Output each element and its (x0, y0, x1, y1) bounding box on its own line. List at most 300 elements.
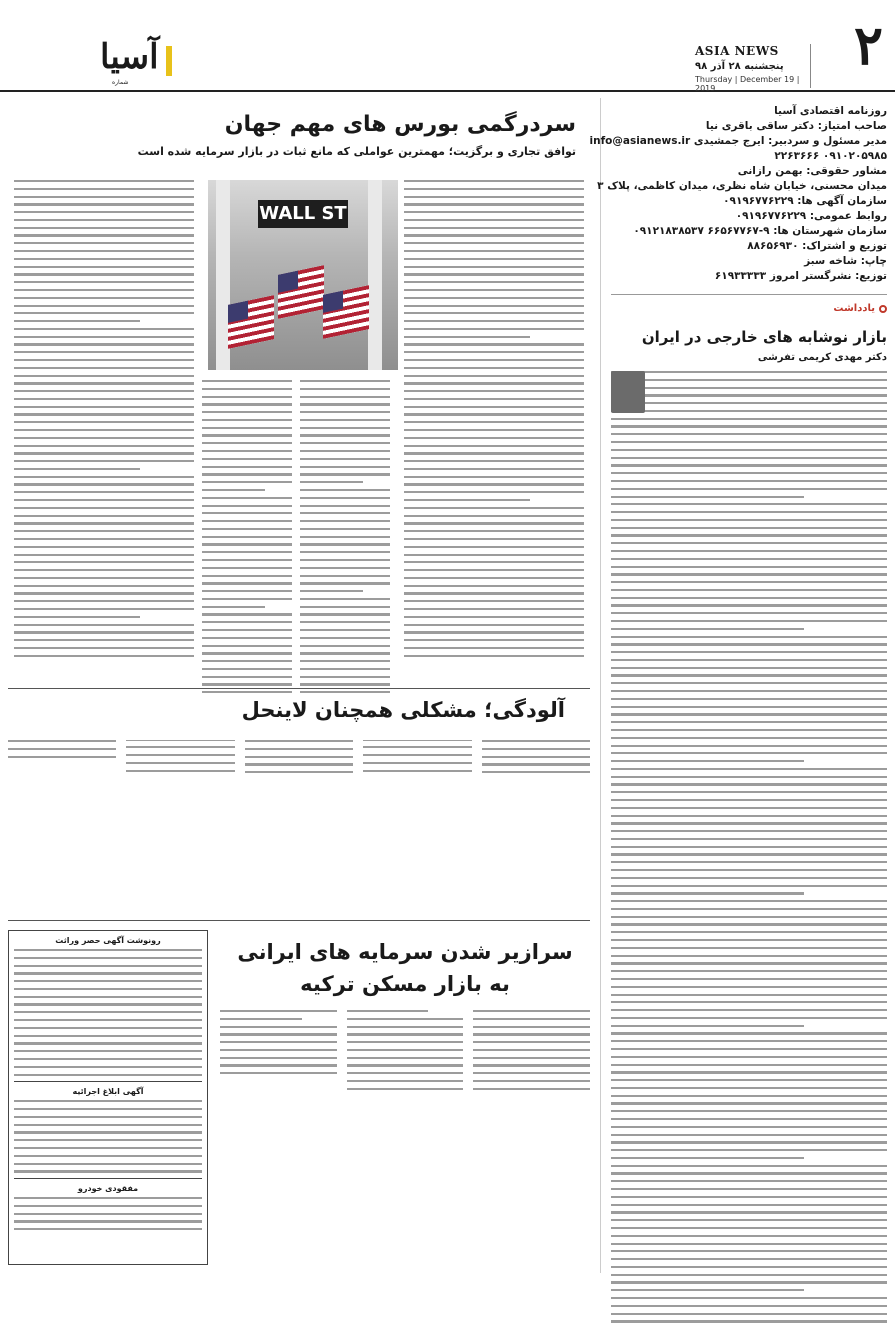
text-line (611, 1180, 887, 1182)
text-line (404, 234, 584, 236)
text-line (611, 1040, 887, 1042)
text-line (300, 660, 390, 662)
text-line (300, 411, 390, 413)
text-line (202, 473, 292, 475)
text-line (14, 390, 194, 392)
text-line (347, 1041, 464, 1043)
text-line (14, 460, 194, 462)
text-line (14, 499, 194, 501)
text-line (611, 1305, 887, 1307)
text-line (300, 442, 390, 444)
text-line (14, 343, 194, 345)
text-line (220, 1057, 337, 1059)
text-line (473, 1041, 590, 1043)
newspaper-logo[interactable] (100, 37, 178, 86)
text-line (404, 406, 584, 408)
text-line (611, 1095, 887, 1097)
text-line (611, 822, 887, 824)
text-line (14, 491, 194, 493)
text-line (404, 320, 584, 322)
text-line (202, 419, 292, 421)
text-line (611, 1110, 887, 1112)
text-line (300, 473, 390, 475)
text-line (473, 1072, 590, 1074)
text-line (300, 668, 390, 670)
text-line (347, 1026, 464, 1028)
text-line (14, 1100, 202, 1102)
text-line (14, 592, 194, 594)
text-line (220, 1026, 337, 1028)
text-line (14, 437, 194, 439)
text-line (300, 590, 363, 592)
text-line (300, 481, 363, 483)
text-line (404, 530, 584, 532)
text-line (202, 466, 292, 468)
text-line (611, 737, 887, 739)
text-line (14, 647, 194, 649)
text-line (245, 756, 353, 758)
text-line (611, 978, 887, 980)
text-line (14, 483, 194, 485)
text-line (300, 645, 390, 647)
text-line (202, 512, 292, 514)
text-line (220, 1049, 337, 1051)
text-line (611, 1001, 887, 1003)
text-line (404, 522, 584, 524)
text-line (14, 196, 194, 198)
text-line (611, 970, 887, 972)
text-line (611, 620, 887, 622)
text-line (220, 1064, 337, 1066)
text-line (611, 1118, 887, 1120)
text-line (611, 410, 887, 412)
text-line (611, 1056, 887, 1058)
text-line (473, 1033, 590, 1035)
us-flag-icon (323, 285, 369, 339)
text-line (202, 450, 292, 452)
article1-headline[interactable]: سردرگمی بورس های مهم جهان (224, 112, 576, 137)
date-english: Thursday | December 19 | 2019 (695, 75, 800, 93)
info-line: میدان محسنی، خیابان شاه نظری، میدان کاظمی، پلاک ۳ (597, 180, 887, 192)
info-line: چاپ: شاخه سبز (804, 255, 887, 267)
text-line (404, 413, 584, 415)
text-line (611, 651, 887, 653)
text-line (14, 585, 194, 587)
text-line (14, 988, 202, 990)
text-line (363, 754, 471, 756)
text-line (300, 419, 390, 421)
text-line (300, 536, 390, 538)
text-line (611, 1227, 887, 1229)
text-line (300, 652, 390, 654)
text-line (14, 1155, 202, 1157)
text-line (611, 1134, 887, 1136)
text-line (611, 597, 887, 599)
text-line (611, 1048, 887, 1050)
text-line (611, 503, 887, 505)
text-line (611, 908, 887, 910)
text-line (14, 1042, 202, 1044)
text-line (14, 1058, 202, 1060)
text-line (404, 647, 584, 649)
text-line (611, 511, 887, 513)
text-line (14, 965, 202, 967)
text-line (611, 900, 887, 902)
text-line (611, 1087, 887, 1089)
text-line (14, 242, 194, 244)
text-line (14, 1074, 202, 1076)
info-line: ۰۹۱۰۲۰۵۹۸۵ ۲۲۶۳۶۶۶ (774, 150, 887, 162)
text-line (611, 791, 887, 793)
text-line (404, 242, 584, 244)
text-line (202, 691, 292, 693)
text-line (611, 472, 887, 474)
article2-headline[interactable]: آلودگی؛ مشکلی همچنان لاینحل (241, 698, 565, 722)
text-line (611, 550, 887, 552)
text-line (202, 442, 292, 444)
text-line (14, 624, 194, 626)
text-line (404, 561, 584, 563)
text-line (482, 748, 590, 750)
text-line (14, 421, 194, 423)
text-line (14, 312, 194, 314)
text-line (202, 520, 292, 522)
text-line (202, 427, 292, 429)
text-line (14, 227, 194, 229)
text-line (245, 740, 353, 742)
text-line (347, 1088, 464, 1090)
text-line (404, 515, 584, 517)
text-line (611, 698, 887, 700)
notice-text (14, 1197, 202, 1230)
text-line (482, 740, 590, 742)
text-line (404, 476, 584, 478)
text-line (14, 336, 194, 338)
notice-separator (14, 1081, 202, 1082)
text-line (300, 613, 390, 615)
text-line (300, 427, 390, 429)
text-line (202, 505, 292, 507)
text-line (14, 289, 194, 291)
notice-text (14, 1100, 202, 1172)
text-line (611, 729, 887, 731)
article1-text-column (202, 380, 292, 699)
text-line (611, 573, 887, 575)
text-line (347, 1057, 464, 1059)
article3-headline-line2: به بازار مسکن ترکیه (300, 972, 510, 996)
text-line (473, 1057, 590, 1059)
text-line (404, 382, 584, 384)
text-line (611, 1025, 804, 1027)
text-line (220, 1010, 337, 1012)
text-line (611, 674, 887, 676)
text-line (404, 592, 584, 594)
text-line (14, 1124, 202, 1126)
article1-text-column (300, 380, 390, 699)
text-line (611, 1235, 887, 1237)
text-line (14, 398, 194, 400)
text-line (14, 1131, 202, 1133)
text-line (300, 621, 390, 623)
text-line (611, 1032, 887, 1034)
text-line (14, 203, 194, 205)
text-line (611, 768, 887, 770)
text-line (14, 1035, 202, 1037)
text-line (14, 406, 194, 408)
text-line (14, 297, 194, 299)
text-line (8, 740, 116, 742)
column-text (611, 371, 887, 1323)
text-line (347, 1064, 464, 1066)
text-line (611, 1165, 887, 1167)
text-line (14, 452, 194, 454)
text-line (14, 273, 194, 275)
text-line (611, 1017, 887, 1019)
text-line (202, 606, 265, 608)
section-divider (8, 688, 590, 689)
text-line (404, 577, 584, 579)
text-line (473, 1049, 590, 1051)
date-persian: پنجشنبه ۲۸ آذر ۹۸ (695, 61, 784, 72)
text-line (14, 1205, 202, 1207)
text-line (14, 1197, 202, 1199)
text-line (14, 957, 202, 959)
text-line (611, 939, 887, 941)
text-line (611, 1219, 887, 1221)
text-line (404, 569, 584, 571)
column-title[interactable]: بازار نوشابه های خارجی در ایران (641, 328, 887, 346)
text-line (611, 1204, 887, 1206)
text-line (611, 643, 887, 645)
text-line (611, 955, 887, 957)
notice-title: آگهی ابلاغ اجرائیه (72, 1087, 144, 1097)
text-line (404, 359, 584, 361)
text-line (202, 380, 292, 382)
text-line (611, 402, 887, 404)
text-line (300, 691, 390, 693)
text-line (300, 497, 390, 499)
text-line (14, 250, 194, 252)
text-line (202, 668, 292, 670)
article3-text (220, 1010, 590, 1090)
text-line (126, 746, 234, 748)
text-line (300, 505, 390, 507)
text-line (473, 1080, 590, 1082)
text-line (611, 480, 887, 482)
text-line (14, 351, 194, 353)
text-line (482, 756, 590, 758)
author-photo (611, 371, 645, 413)
text-line (611, 527, 887, 529)
column-author: دکتر مهدی کریمی تفرشی (757, 352, 887, 363)
logo-tag: شماره (112, 79, 129, 86)
article1-text-column (14, 180, 194, 662)
text-line (14, 413, 194, 415)
us-flag-icon (278, 265, 324, 319)
text-line (14, 600, 194, 602)
text-line (14, 996, 202, 998)
text-line (14, 375, 194, 377)
text-line (611, 659, 887, 661)
text-line (404, 631, 584, 633)
text-line (300, 388, 390, 390)
brand-name: ASIA NEWS (695, 44, 779, 58)
text-line (300, 403, 390, 405)
section-label (611, 303, 887, 314)
page-number: ۲ (853, 13, 883, 77)
text-line (611, 1149, 887, 1151)
text-line (14, 320, 140, 322)
text-line (14, 1213, 202, 1215)
text-line (202, 613, 292, 615)
text-line (404, 281, 584, 283)
info-line: توزیع و اشتراک: ۸۸۶۵۶۹۳۰ (747, 240, 887, 252)
text-line (300, 380, 390, 382)
text-line (14, 234, 194, 236)
text-line (611, 752, 887, 754)
text-line (404, 203, 584, 205)
text-line (14, 538, 194, 540)
publication-info (589, 98, 887, 295)
article1-body (8, 180, 590, 740)
text-line (611, 682, 887, 684)
text-line (300, 575, 390, 577)
text-line (202, 559, 292, 561)
text-line (404, 297, 584, 299)
text-line (611, 387, 887, 389)
text-line (404, 343, 584, 345)
sidebar (589, 98, 895, 1273)
text-line (202, 590, 292, 592)
text-line (202, 388, 292, 390)
text-line (611, 581, 887, 583)
text-line (611, 379, 887, 381)
text-line (611, 923, 887, 925)
text-line (14, 1108, 202, 1110)
text-line (220, 1033, 337, 1035)
text-line (611, 457, 887, 459)
text-line (300, 559, 390, 561)
text-line (611, 1079, 887, 1081)
text-line (611, 371, 887, 373)
text-line (14, 180, 194, 182)
text-line (300, 582, 390, 584)
text-line (611, 706, 887, 708)
text-line (404, 554, 584, 556)
text-line (14, 1228, 202, 1230)
text-line (473, 1088, 590, 1090)
column-body (611, 371, 887, 1323)
text-line (14, 305, 194, 307)
text-line (347, 1018, 464, 1020)
text-line (14, 1147, 202, 1149)
text-line (611, 464, 887, 466)
text-line (404, 655, 584, 657)
text-line (14, 1116, 202, 1118)
text-line (404, 328, 584, 330)
text-line (611, 534, 887, 536)
text-line (611, 783, 887, 785)
text-line (202, 481, 292, 483)
text-line (404, 546, 584, 548)
text-line (611, 799, 887, 801)
text-line (404, 305, 584, 307)
text-line (300, 528, 390, 530)
text-line (245, 763, 353, 765)
info-line: صاحب امتیاز: دکتر ساقی باقری نیا (705, 120, 887, 132)
info-line: مشاور حقوقی: بهمن رازانی (737, 165, 887, 177)
text-line (14, 530, 194, 532)
text-line (611, 628, 804, 630)
text-line (14, 211, 194, 213)
article3-headline-line1: سرازیر شدن سرمایه های ایرانی (237, 940, 573, 964)
text-line (14, 561, 194, 563)
text-line (14, 328, 194, 330)
text-line (404, 266, 584, 268)
text-line (300, 637, 390, 639)
text-line (611, 449, 887, 451)
text-line (611, 869, 887, 871)
text-line (300, 396, 390, 398)
text-line (14, 367, 194, 369)
text-line (611, 1297, 887, 1299)
text-line (611, 604, 887, 606)
text-line (611, 713, 887, 715)
text-line (611, 721, 887, 723)
text-line (202, 458, 292, 460)
text-line (202, 528, 292, 530)
text-line (611, 892, 804, 894)
text-line (202, 621, 292, 623)
text-line (14, 382, 194, 384)
text-line (202, 582, 292, 584)
text-line (14, 1163, 202, 1165)
text-line (611, 519, 887, 521)
text-line (300, 676, 390, 678)
text-line (14, 1003, 202, 1005)
article3-headline[interactable] (220, 936, 590, 1000)
text-line (611, 994, 887, 996)
text-line (347, 1080, 464, 1082)
text-line (202, 396, 292, 398)
text-line (611, 1141, 887, 1143)
info-line: سازمان شهرستان ها: ۹-۶۶۵۶۷۷۶۷ ۰۹۱۲۱۸۳۸۵۳۷ (633, 225, 887, 237)
text-line (14, 616, 140, 618)
text-line (404, 639, 584, 641)
text-line (202, 567, 292, 569)
text-line (14, 631, 194, 633)
text-line (611, 986, 887, 988)
text-line (14, 608, 194, 610)
text-line (611, 612, 887, 614)
text-line (404, 491, 584, 493)
text-line (611, 1188, 887, 1190)
text-line (404, 219, 584, 221)
text-line (404, 538, 584, 540)
text-line (404, 351, 584, 353)
text-line (473, 1018, 590, 1020)
text-line (404, 616, 584, 618)
text-line (473, 1010, 590, 1012)
text-line (14, 1170, 202, 1172)
text-line (14, 577, 194, 579)
text-line (611, 441, 887, 443)
text-line (482, 763, 590, 765)
text-line (611, 1126, 887, 1128)
text-line (220, 1018, 302, 1020)
text-line (363, 746, 471, 748)
text-line (611, 1157, 804, 1159)
